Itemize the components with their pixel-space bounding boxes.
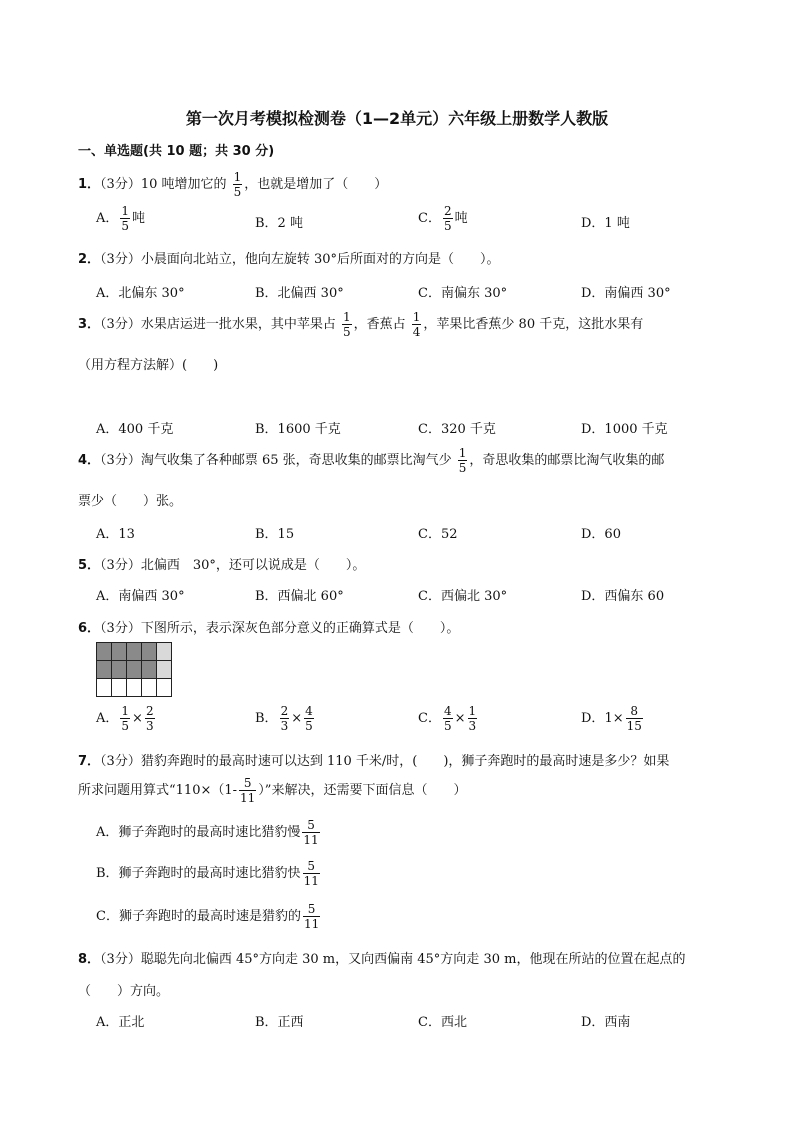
question-number: 1． bbox=[78, 177, 101, 192]
score: （3分） bbox=[100, 177, 141, 192]
question-1 bbox=[78, 170, 387, 199]
fraction: $\frac{1}{4}$ bbox=[412, 310, 421, 339]
option-c[interactable]: C． $\frac{2}{5}$ 吨 bbox=[418, 204, 468, 233]
question-8-line-2: （ ）方向。 bbox=[78, 984, 170, 999]
option-b[interactable]: B．15 bbox=[255, 527, 295, 542]
question-text: ，苹果比香蕉少 80 千克，这批水果有 bbox=[423, 317, 644, 332]
question-5 bbox=[78, 554, 365, 573]
option-d[interactable]: D．60 bbox=[581, 527, 621, 542]
option-d[interactable]: D．1000 千克 bbox=[581, 422, 668, 437]
question-7 bbox=[78, 750, 669, 769]
option-b[interactable]: B．2 吨 bbox=[255, 216, 303, 231]
option-b[interactable]: B．西偏北 60° bbox=[255, 589, 344, 604]
question-8 bbox=[78, 948, 685, 967]
question-text: 猎豹奔跑时的最高时速可以达到 110 千米/时，( )，狮子奔跑时的最高时速是多少？如果 bbox=[140, 754, 670, 769]
question-number: 5． bbox=[78, 558, 101, 573]
score: （3分） bbox=[100, 952, 141, 967]
option-d[interactable]: D．南偏西 30° bbox=[581, 286, 671, 301]
option-c[interactable]: C．320 千克 bbox=[418, 422, 496, 437]
option-a[interactable]: A．400 千克 bbox=[96, 422, 174, 437]
option-a[interactable]: A． $\frac{1}{5}$ × $\frac{2}{3}$ bbox=[96, 704, 154, 733]
page-title: 第一次月考模拟检测卷（1—2单元）六年级上册数学人教版 bbox=[185, 109, 609, 128]
option-c[interactable]: C．南偏东 30° bbox=[418, 286, 508, 301]
score: （3分） bbox=[100, 558, 141, 573]
question-text: 小晨面向北站立，他向左旋转 30°后所面对的方向是（ ）。 bbox=[140, 252, 500, 267]
score: （3分） bbox=[100, 621, 141, 636]
question-text: ，也就是增加了（ ） bbox=[244, 177, 388, 192]
question-text: 下图所示，表示深灰色部分意义的正确算式是（ ）。 bbox=[140, 621, 460, 636]
option-a[interactable]: A．北偏东 30° bbox=[96, 286, 185, 301]
option-d[interactable]: D．西南 bbox=[581, 1015, 631, 1030]
question-number: 6． bbox=[78, 621, 101, 636]
score: （3分） bbox=[100, 252, 141, 267]
option-c[interactable]: C．52 bbox=[418, 527, 458, 542]
question-number: 3． bbox=[78, 317, 101, 332]
option-a[interactable]: A．13 bbox=[96, 527, 135, 542]
question-text: ，香蕉占 bbox=[353, 317, 406, 332]
question-4-line-2: 票少（ ）张。 bbox=[78, 494, 183, 509]
question-3-line-2: （用方程方法解）( ) bbox=[78, 358, 219, 373]
option-b[interactable]: B．1600 千克 bbox=[255, 422, 341, 437]
option-d[interactable]: D．西偏东 60 bbox=[581, 589, 665, 604]
option-a[interactable]: A．狮子奔跑时的最高时速比猎豹慢 $\frac{5}{11}$ bbox=[96, 818, 319, 847]
option-c[interactable]: C．西北 bbox=[418, 1015, 467, 1030]
question-6 bbox=[78, 617, 459, 636]
option-c[interactable]: C． $\frac{4}{5}$ × $\frac{1}{3}$ bbox=[418, 704, 477, 733]
question-number: 4． bbox=[78, 453, 101, 468]
question-text: 10 吨增加它的 bbox=[140, 177, 227, 192]
option-d[interactable]: D．1× $\frac{8}{15}$ bbox=[581, 704, 642, 733]
score: （3分） bbox=[100, 453, 141, 468]
fraction: $\frac{5}{11}$ bbox=[240, 776, 256, 805]
fraction: $\frac{1}{5}$ bbox=[233, 170, 242, 199]
option-c[interactable]: C．西偏北 30° bbox=[418, 589, 508, 604]
question-2 bbox=[78, 248, 500, 267]
question-3 bbox=[78, 310, 643, 339]
option-b[interactable]: B．狮子奔跑时的最高时速比猎豹快 $\frac{5}{11}$ bbox=[96, 859, 319, 888]
question-text: 北偏西 30°，还可以说成是（ ）。 bbox=[140, 558, 366, 573]
option-a[interactable]: A．正北 bbox=[96, 1015, 145, 1030]
option-b[interactable]: B． $\frac{2}{3}$ × $\frac{4}{5}$ bbox=[255, 704, 313, 733]
question-number: 2． bbox=[78, 252, 101, 267]
question-text: 聪聪先向北偏西 45°方向走 30 m，又向西偏南 45°方向走 30 m，他现在所站的位置在起点的 bbox=[140, 952, 686, 967]
option-a[interactable]: A．南偏西 30° bbox=[96, 589, 185, 604]
question-number: 8． bbox=[78, 952, 101, 967]
score: （3分） bbox=[100, 754, 141, 769]
question-text: 水果店运进一批水果，其中苹果占 bbox=[140, 317, 336, 332]
shaded-grid-figure bbox=[96, 642, 172, 697]
fraction: $\frac{1}{5}$ bbox=[342, 310, 351, 339]
question-text: ，奇思收集的邮票比淘气收集的邮 bbox=[469, 453, 665, 468]
score: （3分） bbox=[100, 317, 141, 332]
fraction: $\frac{1}{5}$ bbox=[458, 446, 467, 475]
question-7-line-2: 所求问题用算式“110×（1- $\frac{5}{11}$ ）”来解决，还需要下面信息（ ） bbox=[78, 776, 467, 805]
question-text: 淘气收集了各种邮票 65 张，奇思收集的邮票比淘气少 bbox=[140, 453, 452, 468]
section-heading: 一、单选题(共 10 题；共 30 分) bbox=[78, 144, 275, 159]
option-b[interactable]: B．正西 bbox=[255, 1015, 304, 1030]
option-b[interactable]: B．北偏西 30° bbox=[255, 286, 344, 301]
question-number: 7． bbox=[78, 754, 101, 769]
option-c[interactable]: C．狮子奔跑时的最高时速是猎豹的 $\frac{5}{11}$ bbox=[96, 902, 320, 931]
question-4 bbox=[78, 446, 664, 475]
option-a[interactable]: A． $\frac{1}{5}$ 吨 bbox=[96, 204, 146, 233]
option-d[interactable]: D．1 吨 bbox=[581, 216, 630, 231]
